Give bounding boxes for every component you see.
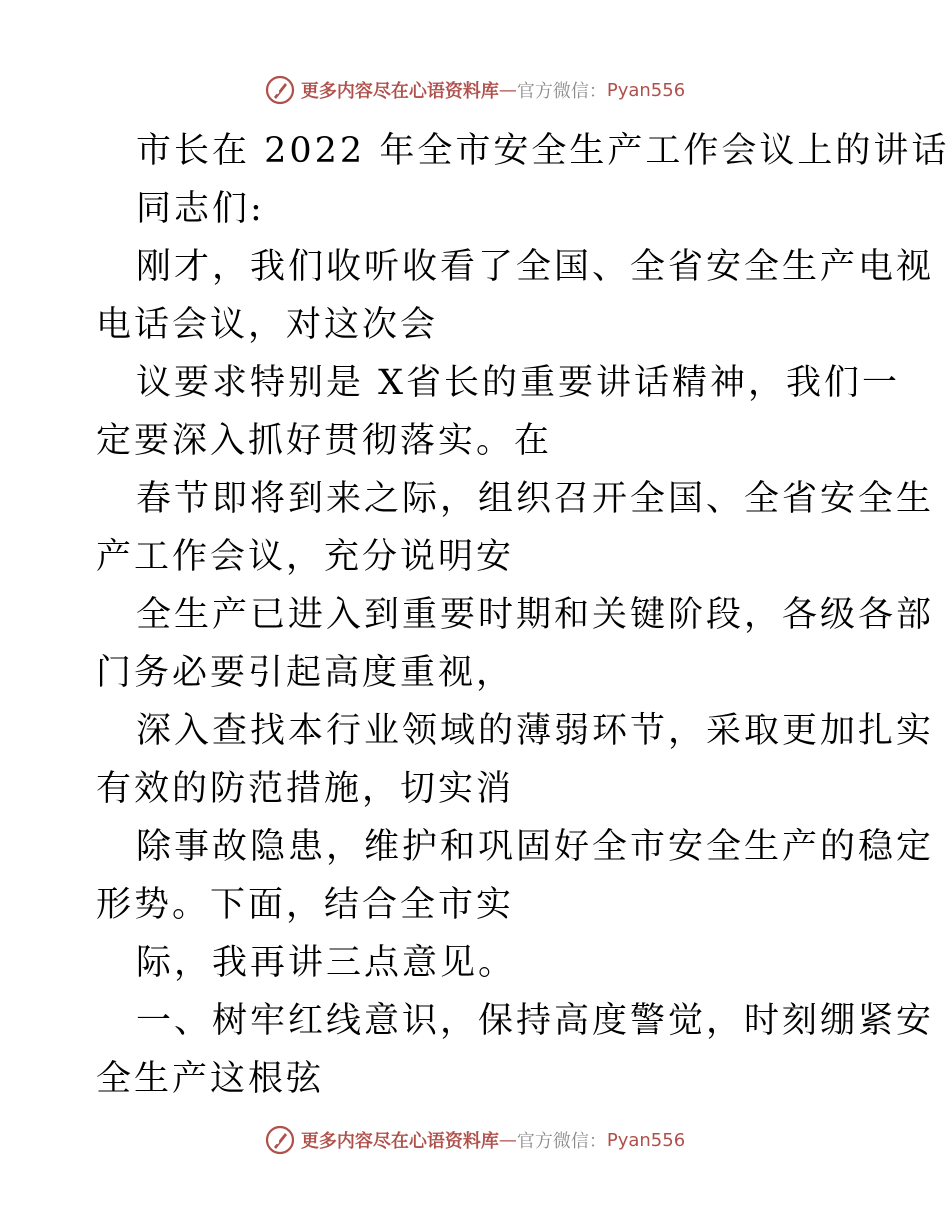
header-banner xyxy=(0,70,950,110)
document-line: 一、树牢红线意识，保持高度警觉，时刻绷紧安 xyxy=(136,1001,935,1041)
document-line: 全生产已进入到重要时期和关键阶段，各级各部 xyxy=(136,595,935,635)
banner-contact-label: 官方微信： xyxy=(516,1131,607,1152)
document-line: 同志们: xyxy=(136,189,265,229)
document-body xyxy=(96,122,950,1108)
banner-dash: — xyxy=(498,1129,517,1151)
document-line: 际，我再讲三点意见。 xyxy=(136,943,517,983)
banner-brand-text: 更多内容尽在心语资料库 xyxy=(300,1131,499,1152)
quill-logo-icon xyxy=(265,1125,295,1155)
document-line: 市长在 2022 年全市安全生产工作会议上的讲话 xyxy=(136,131,950,171)
document-line: 除事故隐患，维护和巩固好全市安全生产的稳定 xyxy=(136,827,935,867)
banner-contact-label: 官方微信： xyxy=(516,81,607,102)
document-line: 深入查找本行业领域的薄弱环节，采取更加扎实 xyxy=(136,711,935,751)
document-line: 议要求特别是 X省长的重要讲话精神，我们一 xyxy=(136,363,901,403)
banner-dash: — xyxy=(498,79,517,101)
footer-banner xyxy=(0,1120,950,1160)
document-line: 全生产这根弦 xyxy=(96,1059,325,1099)
quill-logo-icon xyxy=(265,75,295,105)
banner-brand-text: 更多内容尽在心语资料库 xyxy=(300,81,499,102)
document-line: 有效的防范措施，切实消 xyxy=(96,769,515,809)
document-line: 电话会议，对这次会 xyxy=(96,305,439,345)
banner-wechat-handle: Pyan556 xyxy=(606,1129,686,1151)
document-line: 形势。下面，结合全市实 xyxy=(96,885,515,925)
document-line: 春节即将到来之际，组织召开全国、全省安全生 xyxy=(136,479,935,519)
banner-wechat-handle: Pyan556 xyxy=(606,79,686,101)
document-line: 门务必要引起高度重视， xyxy=(96,653,515,693)
document-line: 刚才，我们收听收看了全国、全省安全生产电视 xyxy=(136,247,935,287)
document-line: 定要深入抓好贯彻落实。在 xyxy=(96,421,553,461)
document-line: 产工作会议，充分说明安 xyxy=(96,537,515,577)
